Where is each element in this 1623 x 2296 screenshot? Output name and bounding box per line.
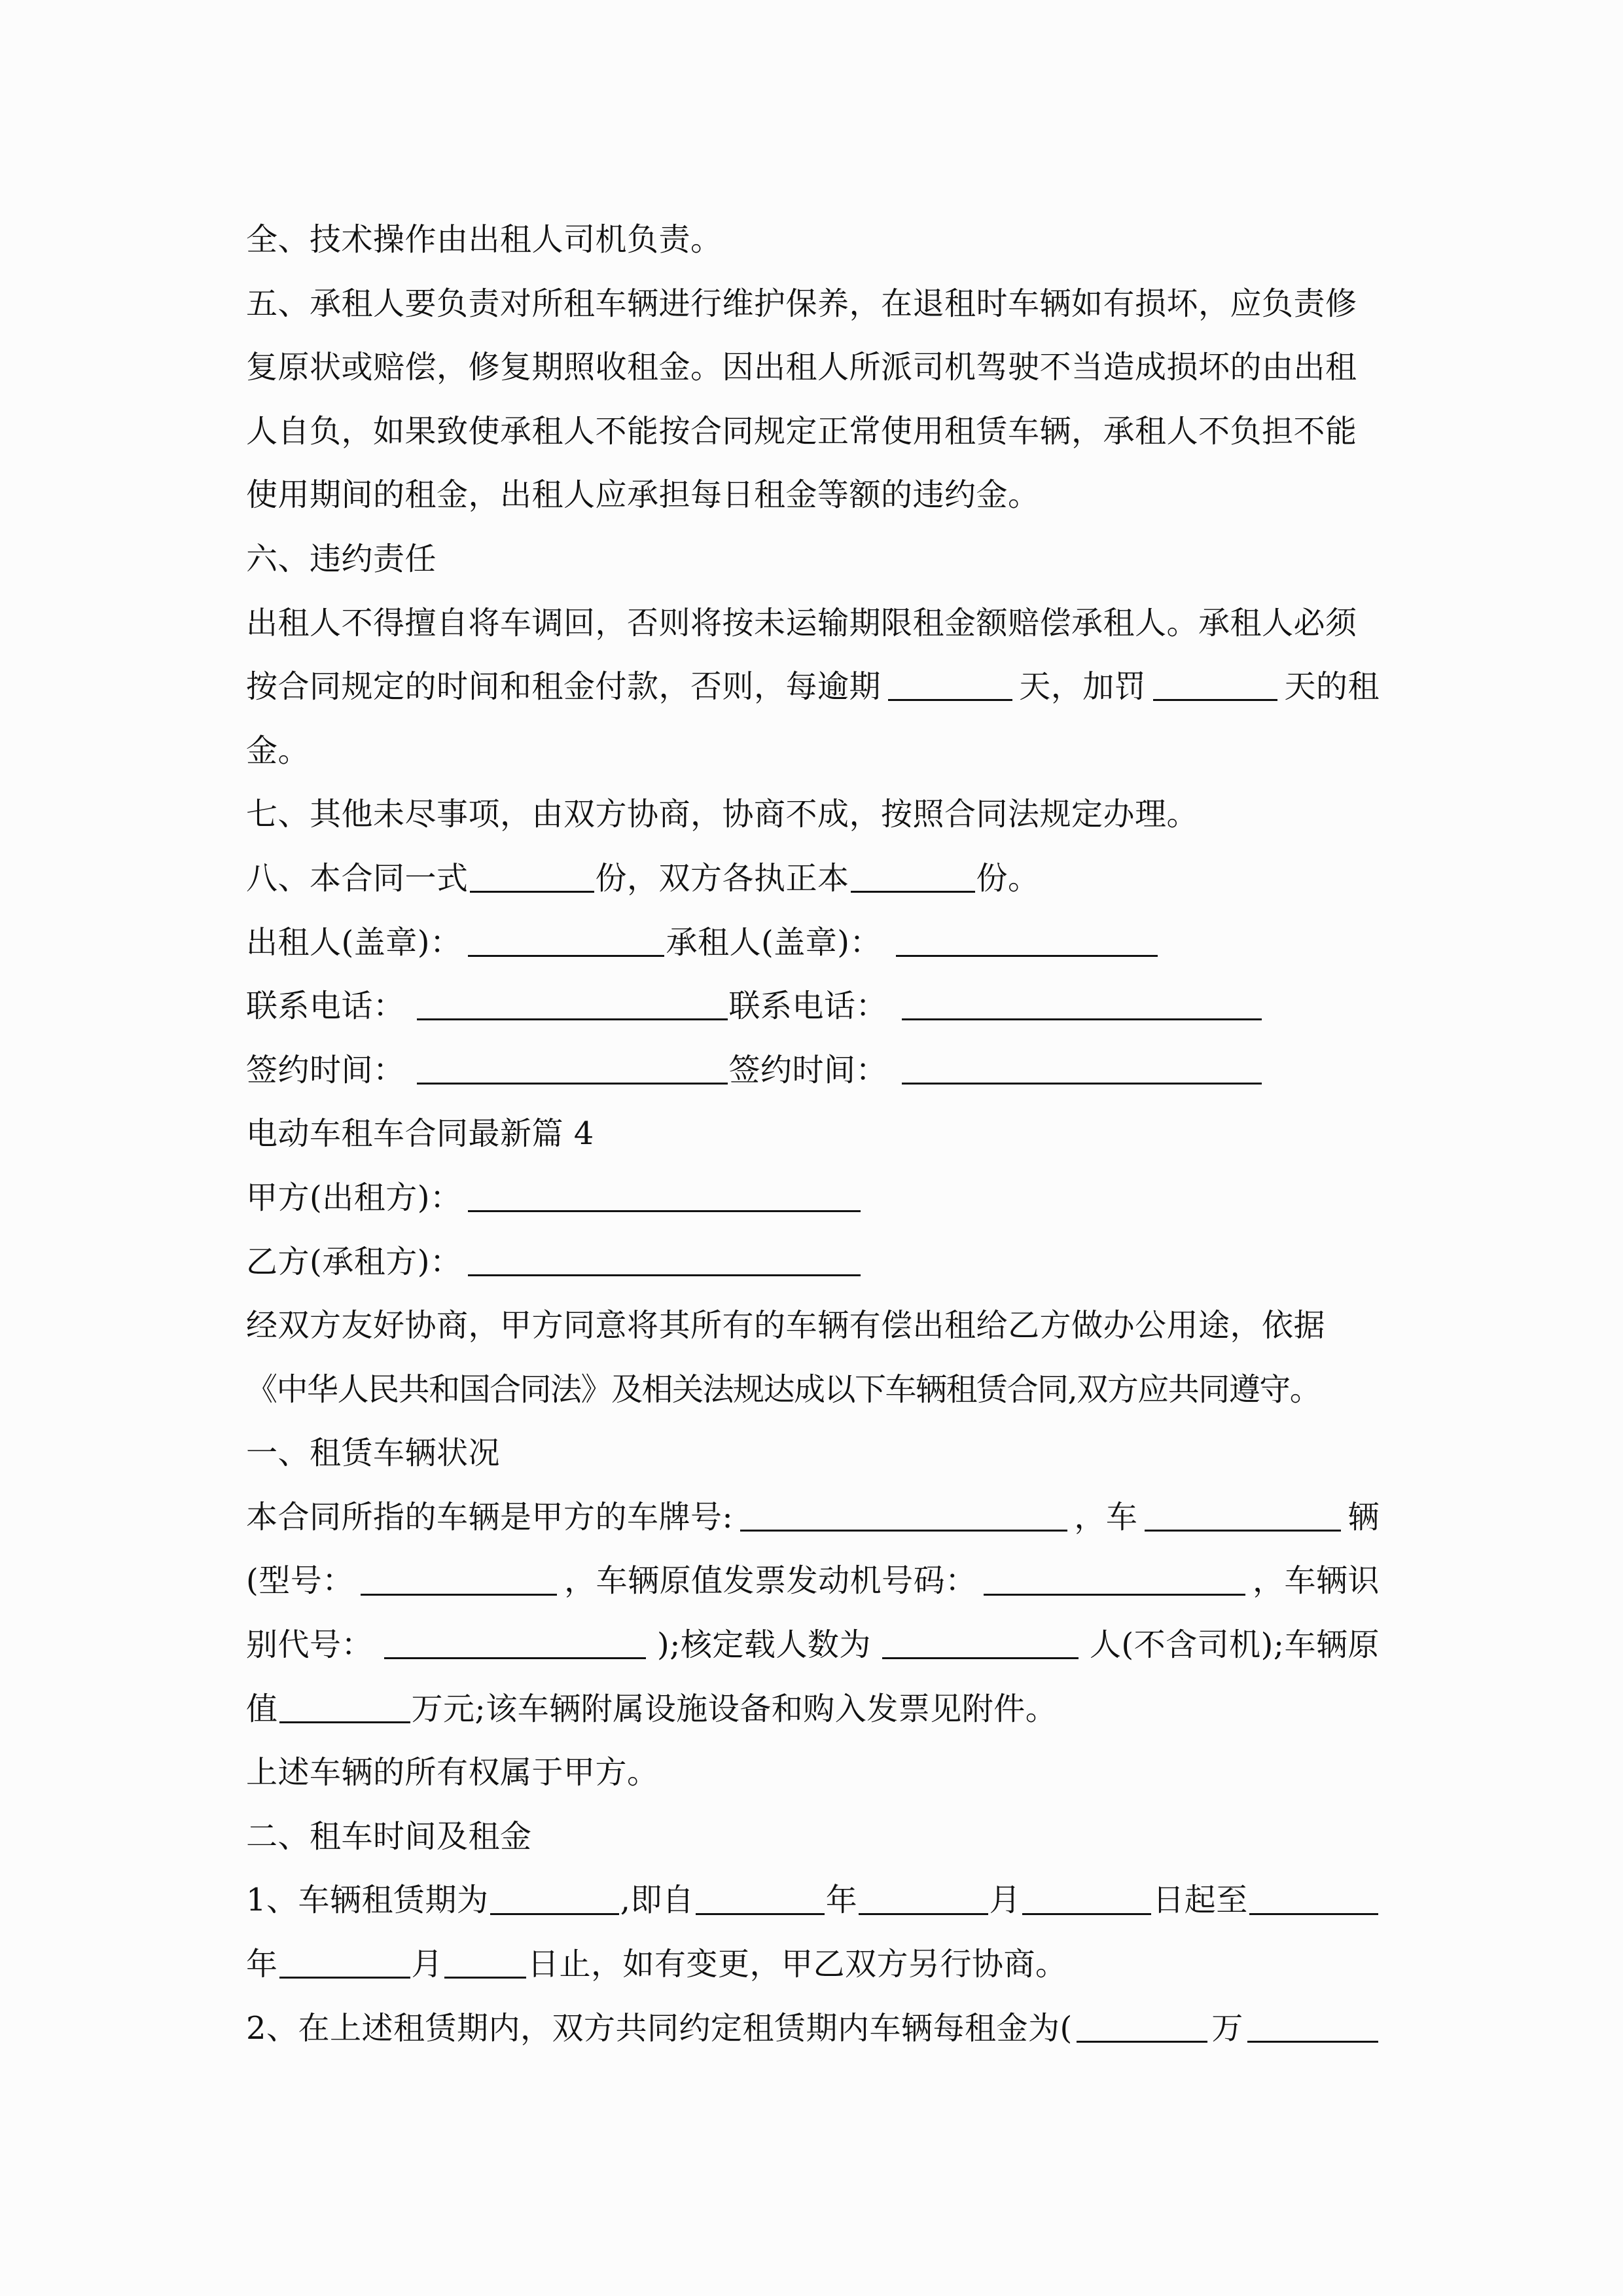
section-1-heading (246, 1422, 1380, 1486)
lessee-seal-field[interactable] (896, 926, 1158, 957)
lessee-phone-field[interactable] (902, 990, 1262, 1020)
paragraph-text: ,即自 (620, 1882, 694, 1919)
paragraph-text: 年 (246, 1946, 278, 1983)
lessee-seal-label: 承租人(盖章)： (666, 924, 882, 961)
paragraph-text: 值 (246, 1690, 278, 1727)
paragraph-text: 份。 (976, 859, 1040, 897)
paragraph-text: (型号： (246, 1562, 354, 1600)
plate-number-blank[interactable] (740, 1501, 1067, 1532)
paragraph-text: 份，双方各执正本 (595, 859, 849, 897)
party-b-field[interactable] (468, 1246, 861, 1276)
paragraph-text: 1、车辆租赁期为 (246, 1882, 489, 1919)
paragraph-text: 金。 (246, 732, 310, 769)
intro-line-2 (246, 1358, 1380, 1422)
paragraph-text: 《中华人民共和国合同法》及相关法规达成以下车辆租赁合同,双方应共同遵守。 (246, 1371, 1321, 1408)
document-page (246, 208, 1380, 2060)
section-1-line-5 (246, 1741, 1380, 1805)
clause-5-line-3 (246, 400, 1380, 464)
date-row (246, 1039, 1380, 1103)
originals-each-blank[interactable] (851, 862, 975, 893)
section-heading: 二、租车时间及租金 (246, 1818, 532, 1855)
section-2-heading (246, 1805, 1380, 1869)
lease-term-blank[interactable] (490, 1884, 619, 1915)
penalty-days-blank[interactable] (1153, 670, 1277, 701)
rent-amount-blank[interactable] (1077, 2012, 1207, 2043)
party-a-field[interactable] (468, 1181, 861, 1212)
clause-8 (246, 847, 1380, 911)
end-month-blank[interactable] (279, 1948, 410, 1979)
lessee-phone-label: 联系电话： (728, 988, 888, 1025)
vehicle-count-blank[interactable] (1145, 1501, 1341, 1532)
engine-number-blank[interactable] (984, 1565, 1245, 1596)
paragraph-text: 2、在上述租赁期内，双方共同约定租赁期内车辆每租金为( (246, 2009, 1073, 2047)
start-day-blank[interactable] (1022, 1884, 1151, 1915)
paragraph-text: 万元;该车辆附属设施设备和购入发票见附件。 (411, 1690, 1058, 1727)
lessor-sign-date-field[interactable] (417, 1054, 728, 1085)
clause-6-line-2 (246, 655, 1380, 719)
model-blank[interactable] (361, 1565, 557, 1596)
paragraph-text: 辆 (1347, 1498, 1380, 1535)
paragraph-text: 人自负，如果致使承租人不能按合同规定正常使用租赁车辆，承租人不负担不能 (246, 412, 1357, 450)
clause-5-line-2 (246, 336, 1380, 400)
lessee-date-label: 签约时间： (728, 1051, 888, 1088)
paragraph-text: 按合同规定的时间和租金付款，否则，每逾期 (246, 668, 882, 706)
section-heading: 六、违约责任 (246, 540, 437, 577)
lessor-seal-field[interactable] (468, 926, 664, 957)
contract-title: 电动车租车合同最新篇 4 (246, 1115, 594, 1153)
paragraph-text: 八、本合同一式 (246, 859, 469, 897)
section-1-line-2 (246, 1549, 1380, 1613)
paragraph-text: 使用期间的租金，出租人应承担每日租金等额的违约金。 (246, 476, 1040, 514)
paragraph-text: ，车 (1074, 1498, 1138, 1535)
copies-count-blank[interactable] (470, 862, 594, 893)
paragraph-text: 天，加罚 (1019, 668, 1147, 706)
clause-7 (246, 783, 1380, 847)
paragraph-text: );核定载人数为 (656, 1626, 871, 1664)
party-b-label: 乙方(承租方)： (246, 1243, 462, 1280)
party-a-label: 甲方(出租方)： (246, 1179, 462, 1216)
overdue-days-blank[interactable] (888, 670, 1012, 701)
lessor-seal-label: 出租人(盖章)： (246, 924, 462, 961)
lessor-phone-label: 联系电话： (246, 988, 405, 1025)
section-2-item-1 (246, 1869, 1380, 1933)
phone-row (246, 975, 1380, 1039)
paragraph-text: 经双方友好协商，甲方同意将其所有的车辆有偿出租给乙方做办公用途，依据 (246, 1307, 1326, 1344)
section-heading: 一、租赁车辆状况 (246, 1435, 501, 1472)
clause-6-heading (246, 528, 1380, 592)
section-2-item-2 (246, 1997, 1380, 2061)
paragraph-text: 上述车辆的所有权属于甲方。 (246, 1754, 659, 1791)
start-month-blank[interactable] (859, 1884, 988, 1915)
start-year-blank[interactable] (696, 1884, 825, 1915)
lessee-sign-date-field[interactable] (902, 1054, 1262, 1085)
section-1-line-1 (246, 1486, 1380, 1550)
contract-4-title-row (246, 1102, 1380, 1166)
clause-5-line-1 (246, 272, 1380, 336)
section-2-item-1-line-2 (246, 1933, 1380, 1997)
paragraph-text: 复原状或赔偿，修复期照收租金。因出租人所派司机驾驶不当造成损坏的由出租 (246, 349, 1357, 386)
passenger-capacity-blank[interactable] (882, 1628, 1079, 1659)
paragraph-text: 月 (411, 1946, 444, 1983)
lessor-date-label: 签约时间： (246, 1051, 405, 1088)
paragraph-text: 别代号： (246, 1626, 374, 1664)
clause-6-line-3 (246, 719, 1380, 783)
clause-4-continuation (246, 208, 1380, 272)
paragraph-text: 日起至 (1152, 1882, 1248, 1919)
end-day-blank[interactable] (444, 1948, 526, 1979)
clause-5-line-4 (246, 463, 1380, 528)
section-1-line-3 (246, 1613, 1380, 1677)
paragraph-text: 月 (989, 1882, 1022, 1919)
paragraph-text: ，车辆识 (1252, 1562, 1380, 1600)
paragraph-text: 年 (825, 1882, 858, 1919)
section-1-line-4 (246, 1677, 1380, 1742)
intro-line-1 (246, 1294, 1380, 1358)
paragraph-text: 天的租 (1284, 668, 1380, 706)
paragraph-text: 本合同所指的车辆是甲方的车牌号: (246, 1498, 734, 1535)
paragraph-text: 日止，如有变更，甲乙双方另行协商。 (527, 1946, 1067, 1983)
rent-amount-blank-2[interactable] (1247, 2012, 1378, 2043)
paragraph-text: 人(不含司机);车辆原 (1089, 1626, 1380, 1664)
paragraph-text: 万 (1211, 2009, 1243, 2047)
paragraph-text: 五、承租人要负责对所租车辆进行维护保养，在退租时车辆如有损坏，应负责修 (246, 285, 1357, 322)
end-year-blank[interactable] (1249, 1884, 1378, 1915)
party-b-row (246, 1230, 1380, 1295)
lessor-phone-field[interactable] (417, 990, 728, 1020)
paragraph-text: 全、技术操作由出租人司机负责。 (246, 221, 722, 258)
seal-row (246, 911, 1380, 975)
paragraph-text: 七、其他未尽事项，由双方协商，协商不成，按照合同法规定办理。 (246, 796, 1199, 833)
original-value-blank[interactable] (279, 1693, 410, 1723)
vin-blank[interactable] (384, 1628, 646, 1659)
party-a-row (246, 1166, 1380, 1230)
clause-6-line-1 (246, 592, 1380, 656)
paragraph-text: 出租人不得擅自将车调回，否则将按未运输期限租金额赔偿承租人。承租人必须 (246, 604, 1357, 641)
paragraph-text: ，车辆原值发票发动机号码： (564, 1562, 977, 1600)
